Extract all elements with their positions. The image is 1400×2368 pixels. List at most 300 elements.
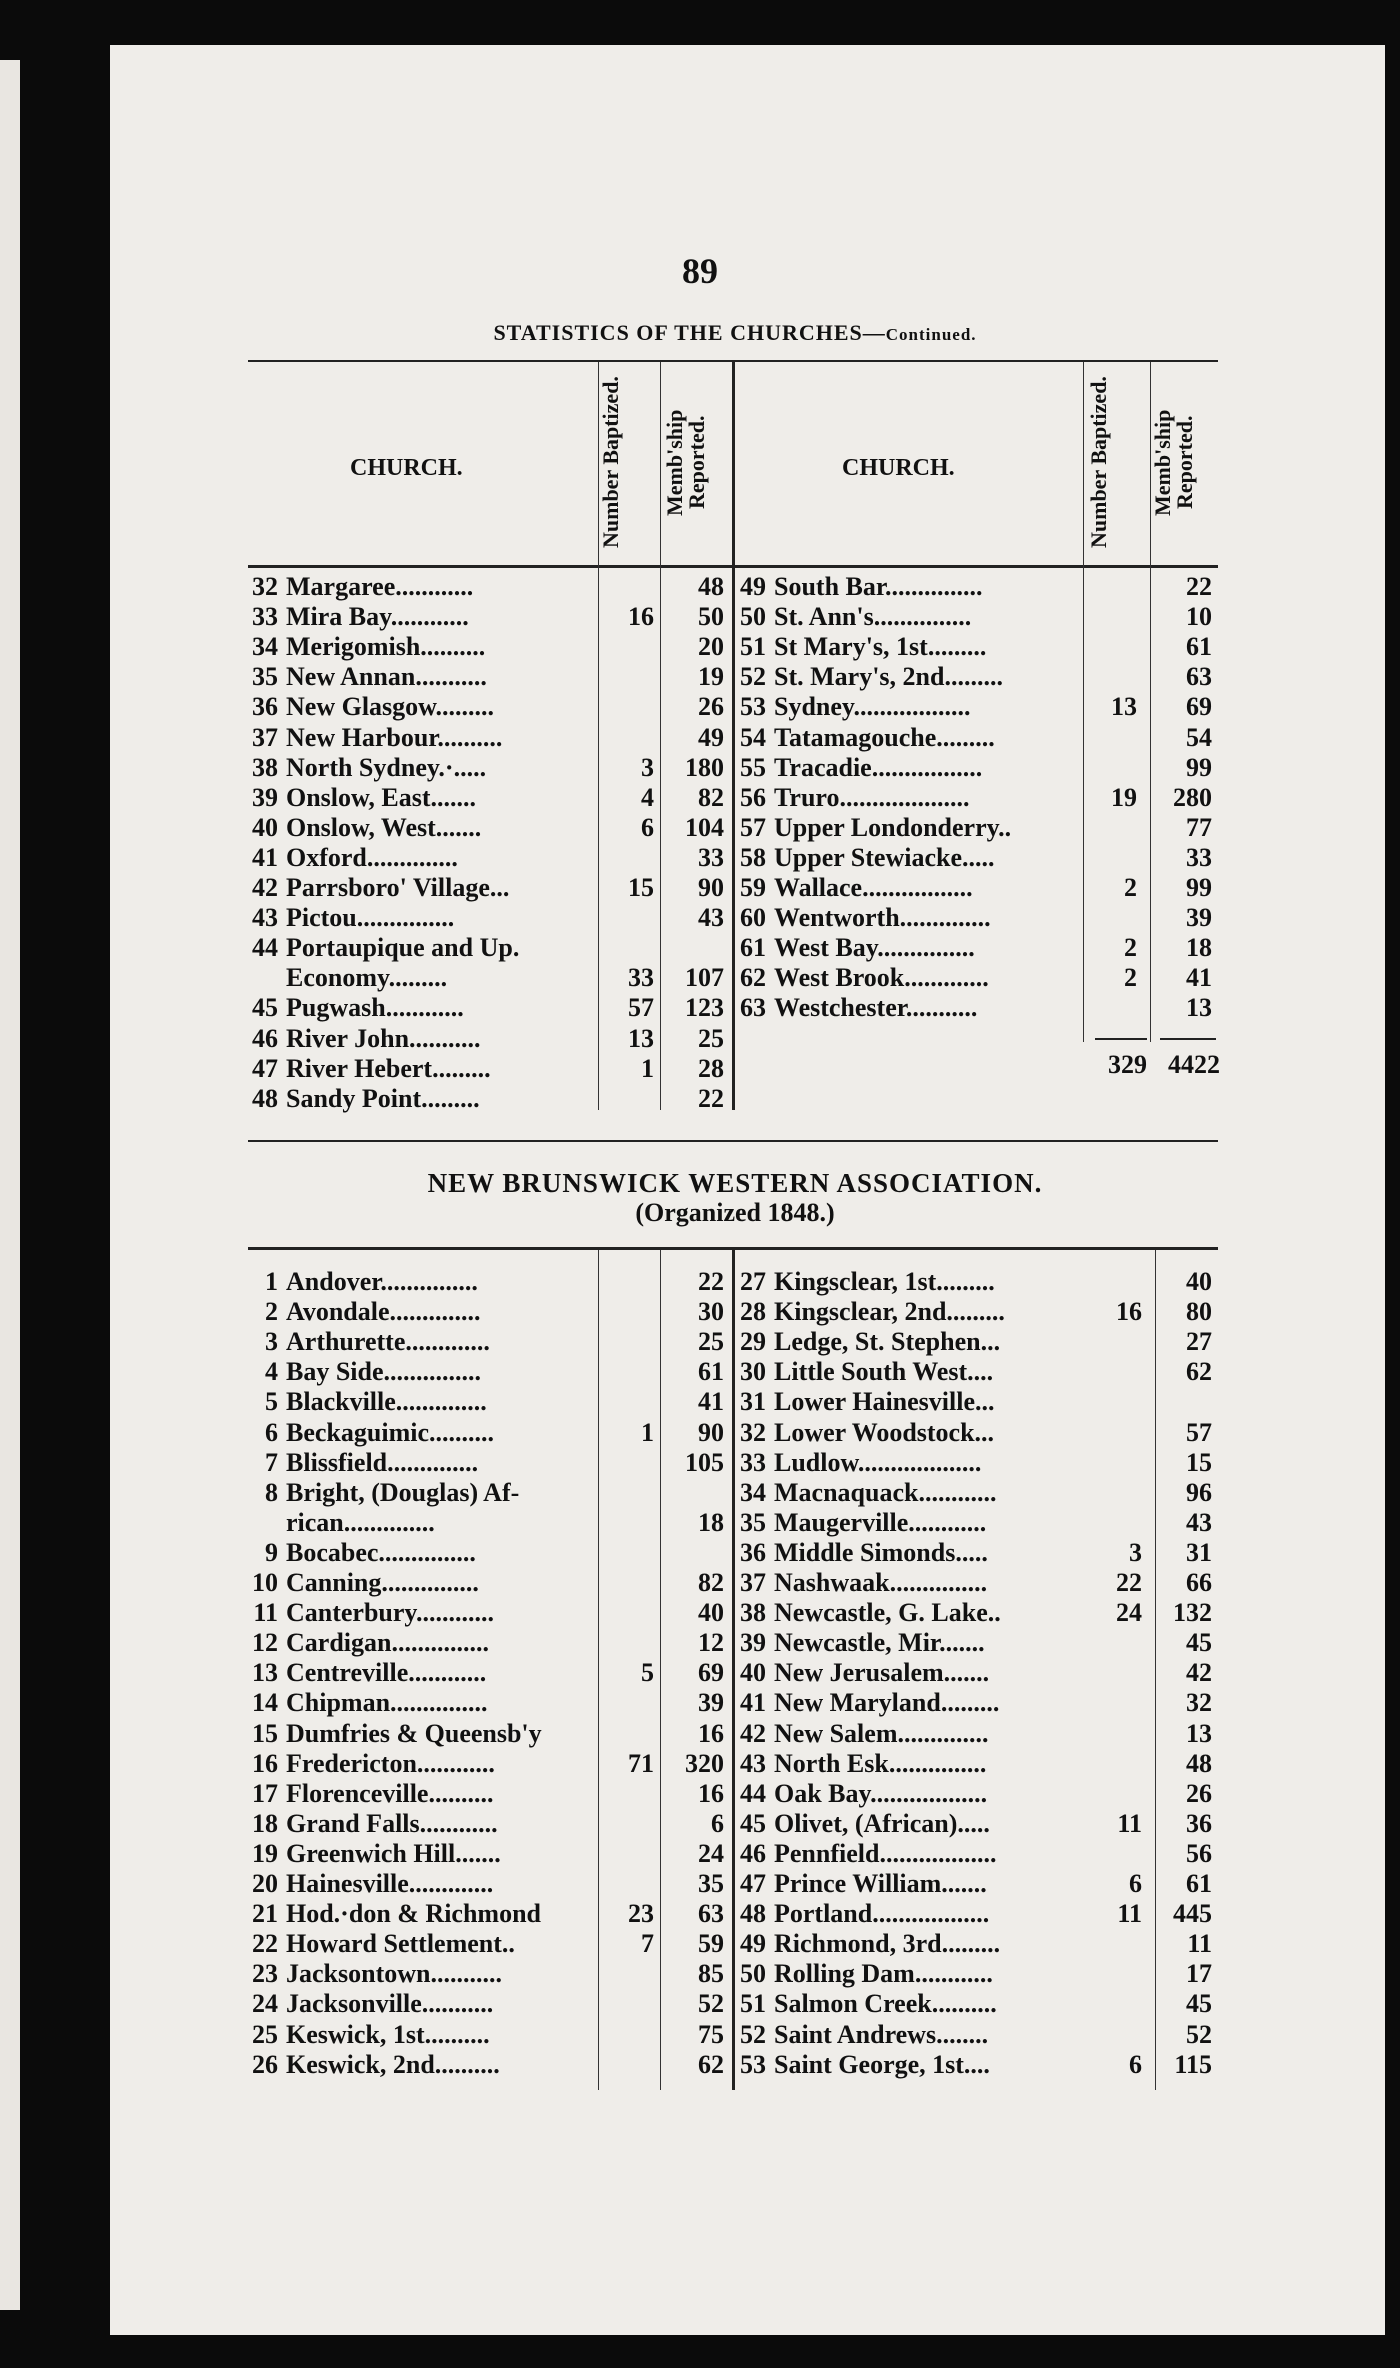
church-name: Fredericton............ [286, 1748, 495, 1778]
membership-count: 6 [711, 1808, 724, 1838]
church-name: Ledge, St. Stephen... [774, 1327, 1001, 1357]
membership-count: 22 [698, 1083, 724, 1113]
church-number: 53 [740, 2049, 766, 2079]
church-row [732, 1809, 1222, 1839]
membership-count: 43 [1186, 1507, 1212, 1537]
church-row [244, 602, 734, 632]
church-name: River John........... [286, 1023, 481, 1053]
membership-count: 50 [698, 602, 724, 632]
membership-count: 39 [1186, 903, 1212, 933]
church-name: River Hebert......... [286, 1053, 491, 1083]
church-number: 43 [252, 903, 278, 933]
church-row [732, 2050, 1222, 2080]
church-row [732, 1688, 1222, 1718]
church-number: 41 [740, 1688, 766, 1718]
membership-count: 22 [1186, 572, 1212, 601]
membership-count: 25 [698, 1023, 724, 1053]
membership-count: 24 [698, 1838, 724, 1868]
church-number: 50 [740, 1959, 766, 1989]
membership-count: 26 [698, 692, 724, 722]
church-name: Bright, (Douglas) Af- [286, 1477, 520, 1507]
baptized-count: 11 [1117, 1899, 1142, 1929]
church-number: 38 [740, 1598, 766, 1628]
membership-count: 48 [1186, 1748, 1212, 1778]
membership-count: 59 [698, 1929, 724, 1959]
church-name: South Bar............... [774, 572, 983, 601]
church-row [244, 2050, 734, 2080]
membership-count: 99 [1186, 752, 1212, 782]
church-number: 33 [252, 602, 278, 632]
church-name: Canning............... [286, 1568, 479, 1597]
church-row [732, 873, 1222, 903]
church-number: 46 [252, 1023, 278, 1053]
church-row [732, 963, 1222, 993]
church-row [732, 572, 1222, 602]
church-row [244, 1024, 734, 1054]
church-name: Keswick, 1st.......... [286, 2019, 490, 2049]
church-row [732, 632, 1222, 662]
membership-count: 82 [698, 782, 724, 812]
church-row [244, 1478, 734, 1508]
church-number: 8 [265, 1477, 278, 1507]
membership-count: 62 [1186, 1357, 1212, 1387]
church-row [732, 1478, 1222, 1508]
church-row [732, 843, 1222, 873]
church-row [732, 783, 1222, 813]
page-number: 89 [682, 251, 718, 291]
church-number: 27 [740, 1267, 766, 1296]
church-number: 29 [740, 1327, 766, 1357]
church-row [732, 662, 1222, 692]
baptized-count: 6 [641, 812, 654, 842]
membership-count: 13 [1186, 993, 1212, 1023]
baptized-count: 16 [1116, 1297, 1142, 1327]
church-row [244, 1899, 734, 1929]
church-row [732, 993, 1222, 1023]
church-number: 6 [265, 1417, 278, 1447]
baptized-count: 57 [628, 993, 654, 1023]
membership-count: 280 [1173, 782, 1212, 812]
membership-count: 69 [1186, 692, 1212, 722]
church-number: 4 [265, 1357, 278, 1387]
church-number: 22 [252, 1929, 278, 1959]
church-name: New Annan........... [286, 662, 487, 692]
church-name: Andover............... [286, 1267, 478, 1296]
church-number: 30 [740, 1357, 766, 1387]
church-name: Mira Bay............ [286, 602, 469, 632]
membership-count: 61 [1186, 1869, 1212, 1898]
membership-count: 15 [1186, 1447, 1212, 1477]
church-name: Little South West.... [774, 1357, 994, 1387]
church-row [732, 1719, 1222, 1749]
membership-count: 41 [698, 1387, 724, 1417]
church-number: 38 [252, 752, 278, 782]
church-row [244, 1628, 734, 1658]
church-number: 54 [740, 722, 766, 752]
membership-count: 115 [1174, 2049, 1212, 2079]
church-number: 11 [253, 1598, 278, 1628]
church-row [244, 1598, 734, 1628]
membership-count: 35 [698, 1869, 724, 1898]
church-row [244, 933, 734, 963]
church-row [732, 1929, 1222, 1959]
church-number: 52 [740, 662, 766, 692]
membership-count: 52 [1186, 2019, 1212, 2049]
church-row [732, 2020, 1222, 2050]
membership-count: 18 [698, 1507, 724, 1537]
membership-count: 32 [1186, 1688, 1212, 1718]
church-number: 20 [252, 1869, 278, 1898]
church-row [732, 692, 1222, 722]
church-name: Canterbury............ [286, 1598, 494, 1628]
church-row [732, 1357, 1222, 1387]
membership-count: 42 [1186, 1658, 1212, 1688]
church-name: Hainesville............. [286, 1869, 494, 1898]
church-number: 47 [740, 1869, 766, 1898]
church-row [732, 602, 1222, 632]
church-number: 35 [252, 662, 278, 692]
church-row [244, 783, 734, 813]
church-name: West Brook............. [774, 963, 989, 993]
membership-count: 61 [698, 1357, 724, 1387]
membership-count: 69 [698, 1658, 724, 1688]
membership-count: 105 [685, 1447, 724, 1477]
church-name: Beckaguimic.......... [286, 1417, 494, 1447]
church-name: Olivet, (African)..... [774, 1808, 990, 1838]
association-title: NEW BRUNSWICK WESTERN ASSOCIATION. [427, 1168, 1043, 1198]
church-number: 16 [252, 1748, 278, 1778]
baptized-count: 3 [641, 752, 654, 782]
church-name: Greenwich Hill....... [286, 1838, 501, 1868]
membership-count: 99 [1186, 873, 1212, 902]
church-row [244, 1568, 734, 1598]
church-row [244, 2020, 734, 2050]
church-row [244, 692, 734, 722]
church-name: Centreville............ [286, 1658, 487, 1688]
membership-count: 77 [1186, 812, 1212, 842]
church-number: 42 [252, 873, 278, 902]
church-row [244, 1749, 734, 1779]
church-row [732, 1749, 1222, 1779]
membership-count: 66 [1186, 1568, 1212, 1597]
church-number: 59 [740, 873, 766, 902]
baptized-count: 6 [1129, 2049, 1142, 2079]
church-number: 52 [740, 2019, 766, 2049]
church-name: Pugwash............ [286, 993, 464, 1023]
membership-count: 80 [1186, 1297, 1212, 1327]
church-row [244, 753, 734, 783]
church-name: Dumfries & Queensb'y [286, 1718, 542, 1748]
membership-count: 31 [1186, 1537, 1212, 1567]
church-name: Oak Bay.................. [774, 1778, 988, 1808]
membership-header-right: Memb'ship Reported. [1150, 409, 1197, 516]
baptized-count: 15 [628, 873, 654, 902]
membership-count: 180 [685, 752, 724, 782]
church-row [244, 1387, 734, 1417]
church-name: Bay Side............... [286, 1357, 482, 1387]
church-name: Pictou............... [286, 903, 455, 933]
church-row [244, 1658, 734, 1688]
church-name: Macnaquack............ [774, 1477, 997, 1507]
church-row [732, 1628, 1222, 1658]
baptized-count: 6 [1129, 1869, 1142, 1898]
membership-count: 12 [698, 1628, 724, 1658]
baptized-count: 24 [1116, 1598, 1142, 1628]
church-name: Lower Hainesville... [774, 1387, 995, 1417]
church-number: 14 [252, 1688, 278, 1718]
church-row [732, 1989, 1222, 2019]
baptized-header-left: Number Baptized. [598, 376, 623, 549]
church-row [244, 1929, 734, 1959]
church-name: Rolling Dam............ [774, 1959, 993, 1989]
baptized-count: 13 [1111, 692, 1137, 722]
church-number: 48 [252, 1083, 278, 1113]
church-number: 32 [252, 572, 278, 601]
church-name: Maugerville............ [774, 1507, 987, 1537]
church-number: 37 [740, 1568, 766, 1597]
church-name: New Harbour.......... [286, 722, 503, 752]
membership-count: 33 [1186, 842, 1212, 872]
total-rule-membership [1160, 1038, 1216, 1040]
church-header-right: CHURCH. [842, 455, 955, 481]
church-name: Newcastle, G. Lake.. [774, 1598, 1001, 1628]
membership-count: 52 [698, 1989, 724, 2019]
church-number: 31 [740, 1387, 766, 1417]
church-row [732, 1658, 1222, 1688]
church-row [732, 903, 1222, 933]
church-name: Truro.................... [774, 782, 970, 812]
membership-count: 90 [698, 1417, 724, 1447]
church-number: 15 [252, 1718, 278, 1748]
church-row [244, 572, 734, 602]
church-name: Tatamagouche......... [774, 722, 995, 752]
church-number: 2 [265, 1297, 278, 1327]
church-row [732, 1418, 1222, 1448]
baptized-count: 13 [628, 1023, 654, 1053]
total-membership: 4422 [1168, 1050, 1220, 1079]
church-row [244, 1869, 734, 1899]
church-number: 26 [252, 2049, 278, 2079]
title-main: STATISTICS OF THE CHURCHES— [493, 320, 886, 345]
church-row [732, 1387, 1222, 1417]
page-title [250, 320, 1220, 346]
church-name: Arthurette............. [286, 1327, 490, 1357]
membership-count: 54 [1186, 722, 1212, 752]
baptized-count: 22 [1116, 1568, 1142, 1597]
church-row [732, 1448, 1222, 1478]
membership-header-left: Memb'ship Reported. [662, 409, 709, 516]
church-name: Bocabec............... [286, 1537, 476, 1567]
baptized-count: 7 [641, 1929, 654, 1959]
baptized-count: 2 [1124, 963, 1137, 993]
church-number: 37 [252, 722, 278, 752]
church-name: Sandy Point......... [286, 1083, 480, 1113]
membership-count: 45 [1186, 1628, 1212, 1658]
church-name: Newcastle, Mir....... [774, 1628, 985, 1658]
membership-count: 40 [698, 1598, 724, 1628]
church-name: New Salem.............. [774, 1718, 989, 1748]
membership-count: 28 [698, 1053, 724, 1083]
membership-count: 11 [1187, 1929, 1212, 1959]
church-number: 43 [740, 1748, 766, 1778]
church-row [244, 963, 734, 993]
membership-count: 96 [1186, 1477, 1212, 1507]
membership-count: 49 [698, 722, 724, 752]
church-row [732, 723, 1222, 753]
church-name: West Bay............... [774, 933, 975, 963]
section-rule [248, 1140, 1218, 1142]
church-name: St. Mary's, 2nd......... [774, 662, 1003, 692]
membership-count: 19 [698, 662, 724, 692]
church-row [244, 1839, 734, 1869]
membership-count: 27 [1186, 1327, 1212, 1357]
church-name: Richmond, 3rd......... [774, 1929, 1001, 1959]
church-row [244, 1084, 734, 1114]
church-name: Merigomish.......... [286, 632, 486, 662]
church-name: Middle Simonds..... [774, 1537, 988, 1567]
church-row [244, 723, 734, 753]
church-number: 42 [740, 1718, 766, 1748]
baptized-count: 4 [641, 782, 654, 812]
church-name: New Glasgow......... [286, 692, 494, 722]
church-row [732, 753, 1222, 783]
membership-count: 107 [685, 963, 724, 993]
church-number: 49 [740, 572, 766, 601]
church-name: Kingsclear, 2nd......... [774, 1297, 1005, 1327]
church-name: Margaree............ [286, 572, 474, 601]
church-name: New Maryland......... [774, 1688, 1000, 1718]
church-name: North Sydney.·..... [286, 752, 487, 782]
church-number: 45 [740, 1808, 766, 1838]
church-number: 1 [265, 1267, 278, 1296]
church-row [732, 1267, 1222, 1297]
church-number: 51 [740, 632, 766, 662]
total-rule-baptized [1095, 1038, 1147, 1040]
baptized-count: 16 [628, 602, 654, 632]
membership-count: 16 [698, 1778, 724, 1808]
church-name: Westchester........... [774, 993, 978, 1023]
church-row [244, 1357, 734, 1387]
church-number: 39 [252, 782, 278, 812]
church-number: 35 [740, 1507, 766, 1537]
church-row [244, 993, 734, 1023]
membership-count: 16 [698, 1718, 724, 1748]
church-name: rican.............. [286, 1507, 435, 1537]
church-number: 3 [265, 1327, 278, 1357]
church-row [732, 933, 1222, 963]
church-name: North Esk............... [774, 1748, 987, 1778]
membership-count: 82 [698, 1568, 724, 1597]
church-name: Saint Andrews........ [774, 2019, 989, 2049]
church-number: 19 [252, 1838, 278, 1868]
church-row [244, 813, 734, 843]
church-number: 34 [252, 632, 278, 662]
church-number: 34 [740, 1477, 766, 1507]
church-number: 62 [740, 963, 766, 993]
church-name: Chipman............... [286, 1688, 488, 1718]
church-number: 36 [740, 1537, 766, 1567]
membership-count: 43 [698, 903, 724, 933]
church-row [244, 1989, 734, 2019]
membership-count: 20 [698, 632, 724, 662]
church-name: Portland.................. [774, 1899, 990, 1929]
baptized-count: 1 [641, 1417, 654, 1447]
church-header-left: CHURCH. [350, 455, 463, 481]
church-number: 57 [740, 812, 766, 842]
church-name: Blissfield.............. [286, 1447, 479, 1477]
church-row [244, 1688, 734, 1718]
baptized-count: 2 [1124, 873, 1137, 902]
membership-count: 56 [1186, 1838, 1212, 1868]
church-row [732, 1538, 1222, 1568]
church-row [244, 1418, 734, 1448]
membership-count: 13 [1186, 1718, 1212, 1748]
church-name: Wallace................. [774, 873, 973, 902]
church-number: 41 [252, 842, 278, 872]
church-name: Economy......... [286, 963, 448, 993]
membership-count: 61 [1186, 632, 1212, 662]
church-number: 10 [252, 1568, 278, 1597]
title-continued: Continued. [885, 325, 977, 344]
church-name: Jacksonville........... [286, 1989, 494, 2019]
baptized-count: 5 [641, 1658, 654, 1688]
membership-count: 48 [698, 572, 724, 601]
baptized-count: 1 [641, 1053, 654, 1083]
church-name: Lower Woodstock... [774, 1417, 995, 1447]
baptized-count: 2 [1124, 933, 1137, 963]
church-name: Ludlow................... [774, 1447, 982, 1477]
church-number: 51 [740, 1989, 766, 2019]
church-number: 21 [252, 1899, 278, 1929]
membership-count: 320 [685, 1748, 724, 1778]
membership-count: 63 [1186, 662, 1212, 692]
church-name: Avondale.............. [286, 1297, 481, 1327]
baptized-count: 3 [1129, 1537, 1142, 1567]
association-subtitle: (Organized 1848.) [635, 1198, 835, 1227]
church-number: 39 [740, 1628, 766, 1658]
church-name: Howard Settlement.. [286, 1929, 515, 1959]
church-number: 44 [740, 1778, 766, 1808]
church-number: 28 [740, 1297, 766, 1327]
membership-count: 10 [1186, 602, 1212, 632]
baptized-header-right: Number Baptized. [1086, 376, 1111, 549]
church-number: 40 [252, 812, 278, 842]
church-name: Wentworth.............. [774, 903, 991, 933]
church-number: 12 [252, 1628, 278, 1658]
church-number: 60 [740, 903, 766, 933]
church-number: 24 [252, 1989, 278, 2019]
membership-count: 36 [1186, 1808, 1212, 1838]
membership-count: 75 [698, 2019, 724, 2049]
church-name: Oxford.............. [286, 842, 458, 872]
church-row [244, 1959, 734, 1989]
church-name: Upper Stewiacke..... [774, 842, 995, 872]
church-number: 7 [265, 1447, 278, 1477]
membership-count: 39 [698, 1688, 724, 1718]
church-row [244, 662, 734, 692]
membership-count: 18 [1186, 933, 1212, 963]
church-name: Cardigan............... [286, 1628, 489, 1658]
membership-count: 26 [1186, 1778, 1212, 1808]
membership-count: 33 [698, 842, 724, 872]
church-row [732, 813, 1222, 843]
church-row [244, 1508, 734, 1538]
church-number: 25 [252, 2019, 278, 2049]
church-row [244, 1719, 734, 1749]
church-row [244, 1809, 734, 1839]
church-number: 5 [265, 1387, 278, 1417]
church-name: Kingsclear, 1st......... [774, 1267, 995, 1296]
